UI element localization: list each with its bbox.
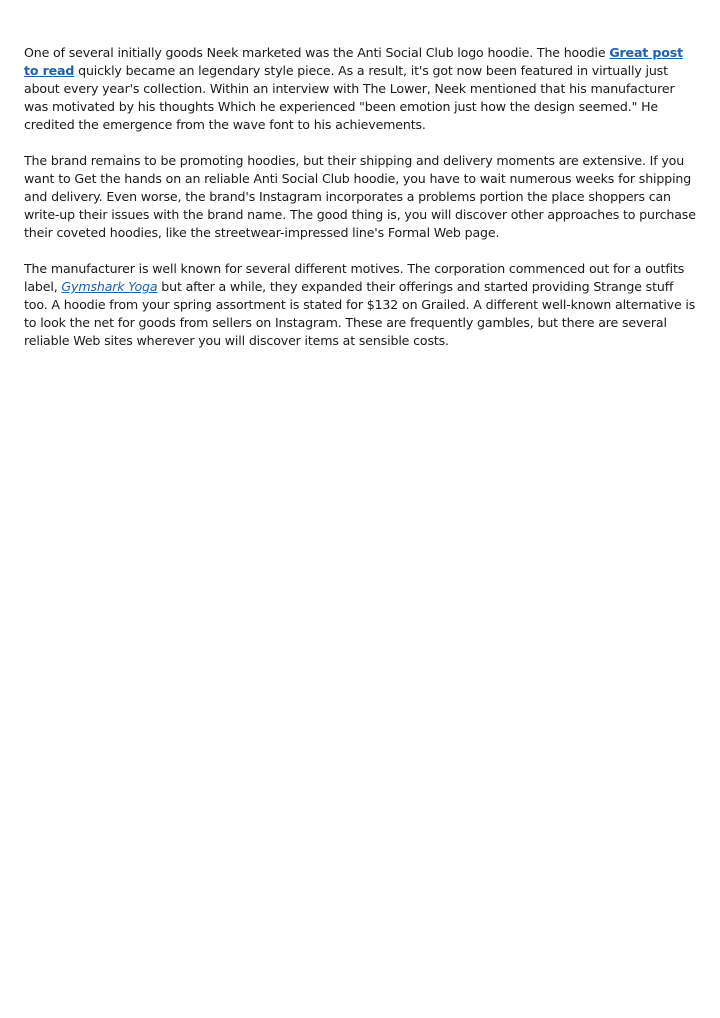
paragraph-1 <box>24 44 699 134</box>
article-body <box>24 44 699 368</box>
paragraph-3 <box>24 260 699 350</box>
paragraph-3-text-before: The manufacturer is well known for several different motives. The corporation commenced out for a outfits label, <box>24 261 685 294</box>
paragraph-1-text-before: One of several initially goods Neek marketed was the Anti Social Club logo hoodie. The hoodie <box>24 45 610 60</box>
paragraph-1-text-after: quickly became an legendary style piece. As a result, it's got now been featured in virtually just about every year's collection. Within an interview with The Lower, Neek mentioned that his manufacturer was motivated by his thoughts Which he experienced "been emotion just how the design seemed." He credited the emergence from the wave font to his achievements. <box>24 63 675 132</box>
great-post-link[interactable]: Great post to read <box>24 45 683 78</box>
paragraph-2: The brand remains to be promoting hoodies, but their shipping and delivery moments are extensive. If you want to Get the hands on an reliable Anti Social Club hoodie, you have to wait numerous weeks for shipping and delivery. Even worse, the brand's Instagram incorporates a problems portion the place shoppers can write-up their issues with the brand name. The good thing is, you will discover other approaches to purchase their coveted hoodies, like the streetwear-impressed line's Formal Web page. <box>24 153 696 240</box>
paragraph-3-text-after: but after a while, they expanded their offerings and started providing Strange stuff too. A hoodie from your spring assortment is stated for $132 on Grailed. A different well-known alternative is to look the net for goods from sellers on Instagram. These are frequently gambles, but there are several reliable Web sites wherever you will discover items at sensible costs. <box>24 279 696 348</box>
gymshark-yoga-link[interactable]: Gymshark Yoga <box>61 279 158 294</box>
